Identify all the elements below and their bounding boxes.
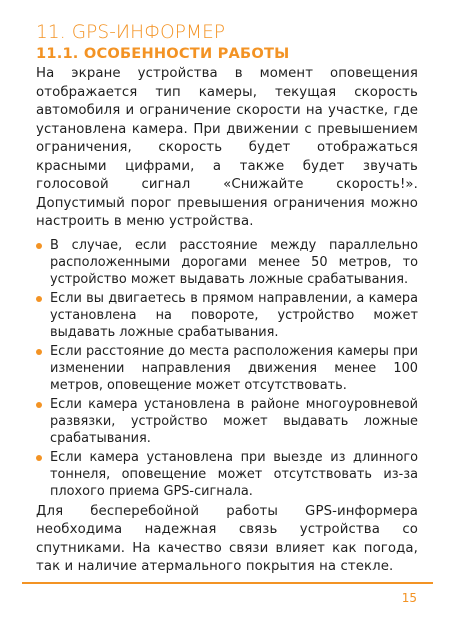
bullet-item bbox=[36, 290, 418, 342]
bullet-text: В случае, если расстояние между параллельно расположенными дорогами менее 50 метров, то устройство может выдавать ложные срабатывания. bbox=[50, 237, 418, 287]
bullet-dot-icon bbox=[36, 455, 42, 461]
bullet-text: Если вы двигаетесь в прямом направлении, а камера установлена на повороте, устройство может выдавать ложные срабатывания. bbox=[50, 290, 418, 341]
subsection-heading: 11.1. ОСОБЕННОСТИ РАБОТЫ bbox=[36, 45, 290, 62]
bullet-dot-icon bbox=[36, 402, 42, 408]
section-heading: 11. GPS-ИНФОРМЕР bbox=[36, 22, 226, 43]
bullet-item bbox=[36, 449, 418, 501]
bullet-text: Если расстояние до места расположения камеры при изменении направления движения менее 100 метров, оповещение может отсутствовать. bbox=[50, 343, 418, 394]
page-number: 15 bbox=[401, 591, 417, 605]
bullet-item bbox=[36, 396, 418, 448]
bullet-dot-icon bbox=[36, 349, 42, 355]
bullet-item bbox=[36, 237, 418, 289]
page-content bbox=[36, 22, 418, 577]
bullet-dot-icon bbox=[36, 296, 42, 302]
intro-paragraph: На экране устройства в момент оповещения отображается тип камеры, текущая скорость автомобиля и ограничение скорости на участке, где установлена камера. При движении с превышением ограничения, скорость будет отображаться красными цифрами, а также будет звучать голосовой сигнал «Снижайте скорость!». Допустимый порог превышения ограничения можно настроить в меню устройства. bbox=[36, 66, 418, 229]
bullet-text: Если камера установлена в районе многоуровневой развязки, устройство может выдавать ложные срабатывания. bbox=[50, 396, 418, 447]
bullet-text: Если камера установлена при выезде из длинного тоннеля, оповещение может отсутствовать из-за плохого приема GPS-сигнала. bbox=[50, 449, 418, 500]
bullet-item bbox=[36, 343, 418, 395]
bullet-list bbox=[36, 237, 418, 501]
closing-paragraph: Для бесперебойной работы GPS-информера необходима надежная связь устройства со спутниками. На качество связи влияет как погода, так и наличие атермального покрытия на стекле. bbox=[36, 503, 418, 575]
footer-rule bbox=[22, 582, 433, 584]
bullet-dot-icon bbox=[36, 243, 42, 249]
